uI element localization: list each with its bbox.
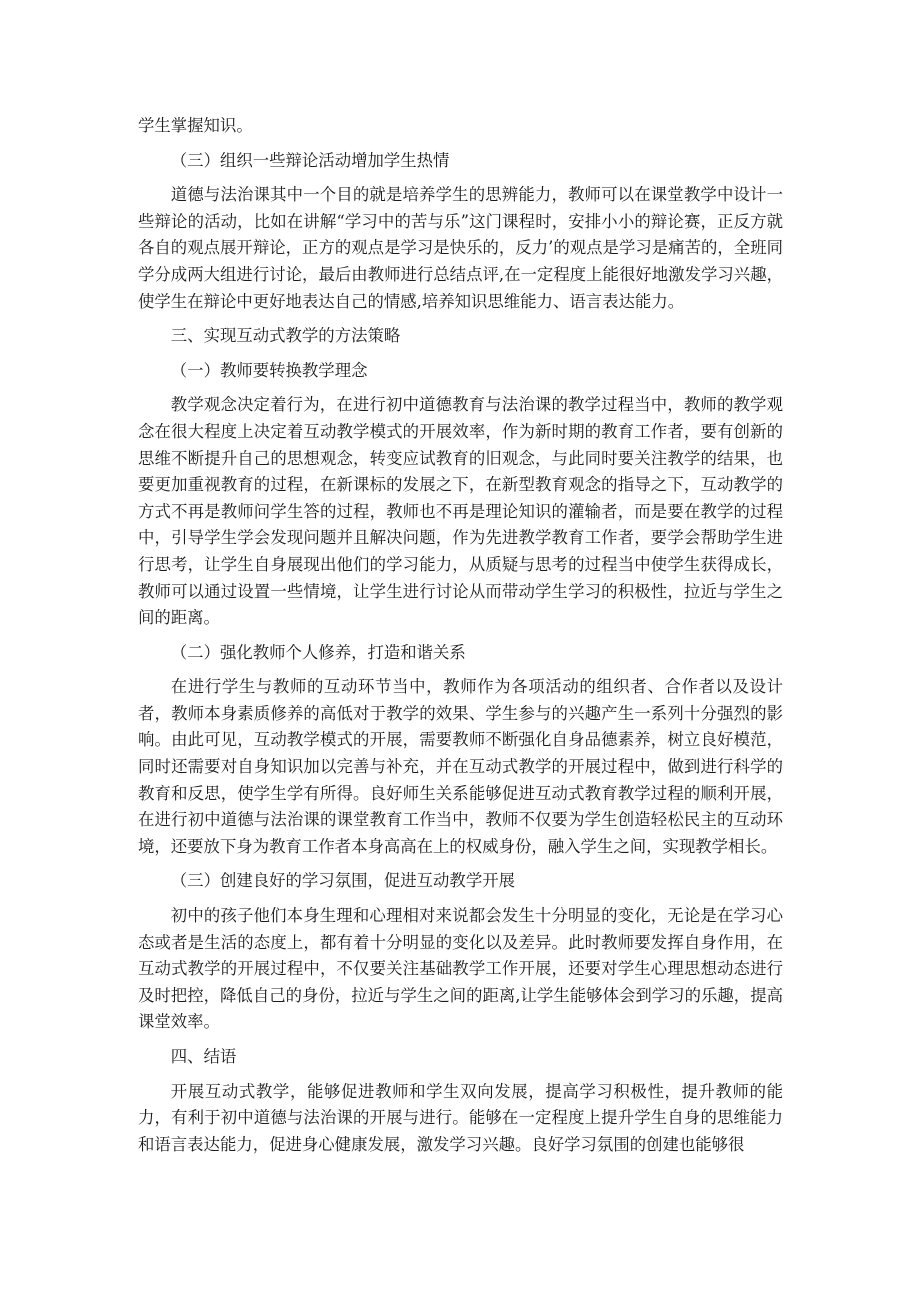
paragraph-learning-atmosphere: 初中的孩子他们本身生理和心理相对来说都会发生十分明显的变化，无论是在学习心态或者是生活的态度上，都有着十分明显的变化以及差异。此时教师要发挥自身作用，在互动式教学的开展过程中，不仅要关注基础教学工作开展，还要对学生心理思想动态进行及时把控，降低自己的身份，拉近与学生之间的距离,让学生能够体会到学习的乐趣，提高课堂效率。 xyxy=(138,906,783,1032)
section-heading-conclusion: 四、结语 xyxy=(170,1047,237,1066)
paragraph-teaching-concepts: 教学观念决定着行为，在进行初中道德教育与法治课的教学过程当中，教师的教学观念在很大程度上决定着互动教学模式的开展效率，作为新时期的教育工作者，要有创新的思维不断提升自己的思想观念，转变应试教育的旧观念，与此同时要关注教学的结果，也要更加重视教育的过程，在新课标的发展之下，在新型教育观念的指导之下，互动教学的方式不再是教师问学生答的过程，教师也不再是理论知识的灌输者，而是要在教学的过程中，引导学生学会发现问题并且解决问题，作为先进教学教育工作者，要学会帮助学生进行思考，让学生自身展现出他们的学习能力，从质疑与思考的过程当中使学生获得成长，教师可以通过设置一些情境，让学生进行讨论从而带动学生学习的积极性，拉近与学生之间的距离。 xyxy=(138,395,783,628)
paragraph-debate: 道德与法治课其中一个目的就是培养学生的思辨能力，教师可以在课堂教学中设计一些辩论的活动，比如在讲解“学习中的苦与乐”这门课程时，安排小小的辩论赛，正反方就各自的观点展开辩论，正方的观点是学习是快乐的，反力’的观点是学习是痛苦的，全班同学分成两大组进行讨论，最后由教师进行总结点评,在一定程度上能很好地激发学习兴趣，使学生在辩论中更好地表达自己的情感,培养知识思维能力、语言表达能力。 xyxy=(138,185,783,311)
subheading-learning-atmosphere: （三）创建良好的学习氛围，促进互动教学开展 xyxy=(170,871,515,891)
paragraph-conclusion: 开展互动式教学，能够促进教师和学生双向发展，提高学习积极性，提升教师的能力，有利于初中道德与法治课的开展与进行。能够在一定程度上提升学生自身的思维能力和语言表达能力，促进身心健康发展，激发学习兴趣。良好学习氛围的创建也能够很 xyxy=(138,1081,783,1154)
subheading-teaching-concepts: （一）教师要转换教学理念 xyxy=(170,360,368,380)
paragraph-teacher-cultivation: 在进行学生与教师的互动环节当中，教师作为各项活动的组织者、合作者以及设计者，教师本身素质修养的高低对于教学的效果、学生参与的兴趣产生一系列十分强烈的影响。由此可见，互动教学模式的开展，需要教师不断强化自身品德素养，树立良好模范，同时还需要对自身知识加以完善与补充，并在互动式教学的开展过程中，做到进行科学的教育和反思，使学生学有所得。良好师生关系能够促进互动式教育教学过程的顺利开展，在进行初中道德与法治课的课堂教育工作当中，教师不仅要为学生创造轻松民主的互动环境，还要放下身为教育工作者本身高高在上的权威身份，融入学生之间，实现教学相长。 xyxy=(138,677,783,856)
section-heading-methods: 三、实现互动式教学的方法策略 xyxy=(170,326,401,346)
subheading-debate-activities: （三）组织一些辩论活动增加学生热情 xyxy=(170,150,450,170)
subheading-teacher-cultivation: （二）强化教师个人修养，打造和谐关系 xyxy=(170,642,466,662)
document-page xyxy=(138,113,783,1166)
paragraph-continuation: 学生掌握知识。 xyxy=(138,116,253,135)
